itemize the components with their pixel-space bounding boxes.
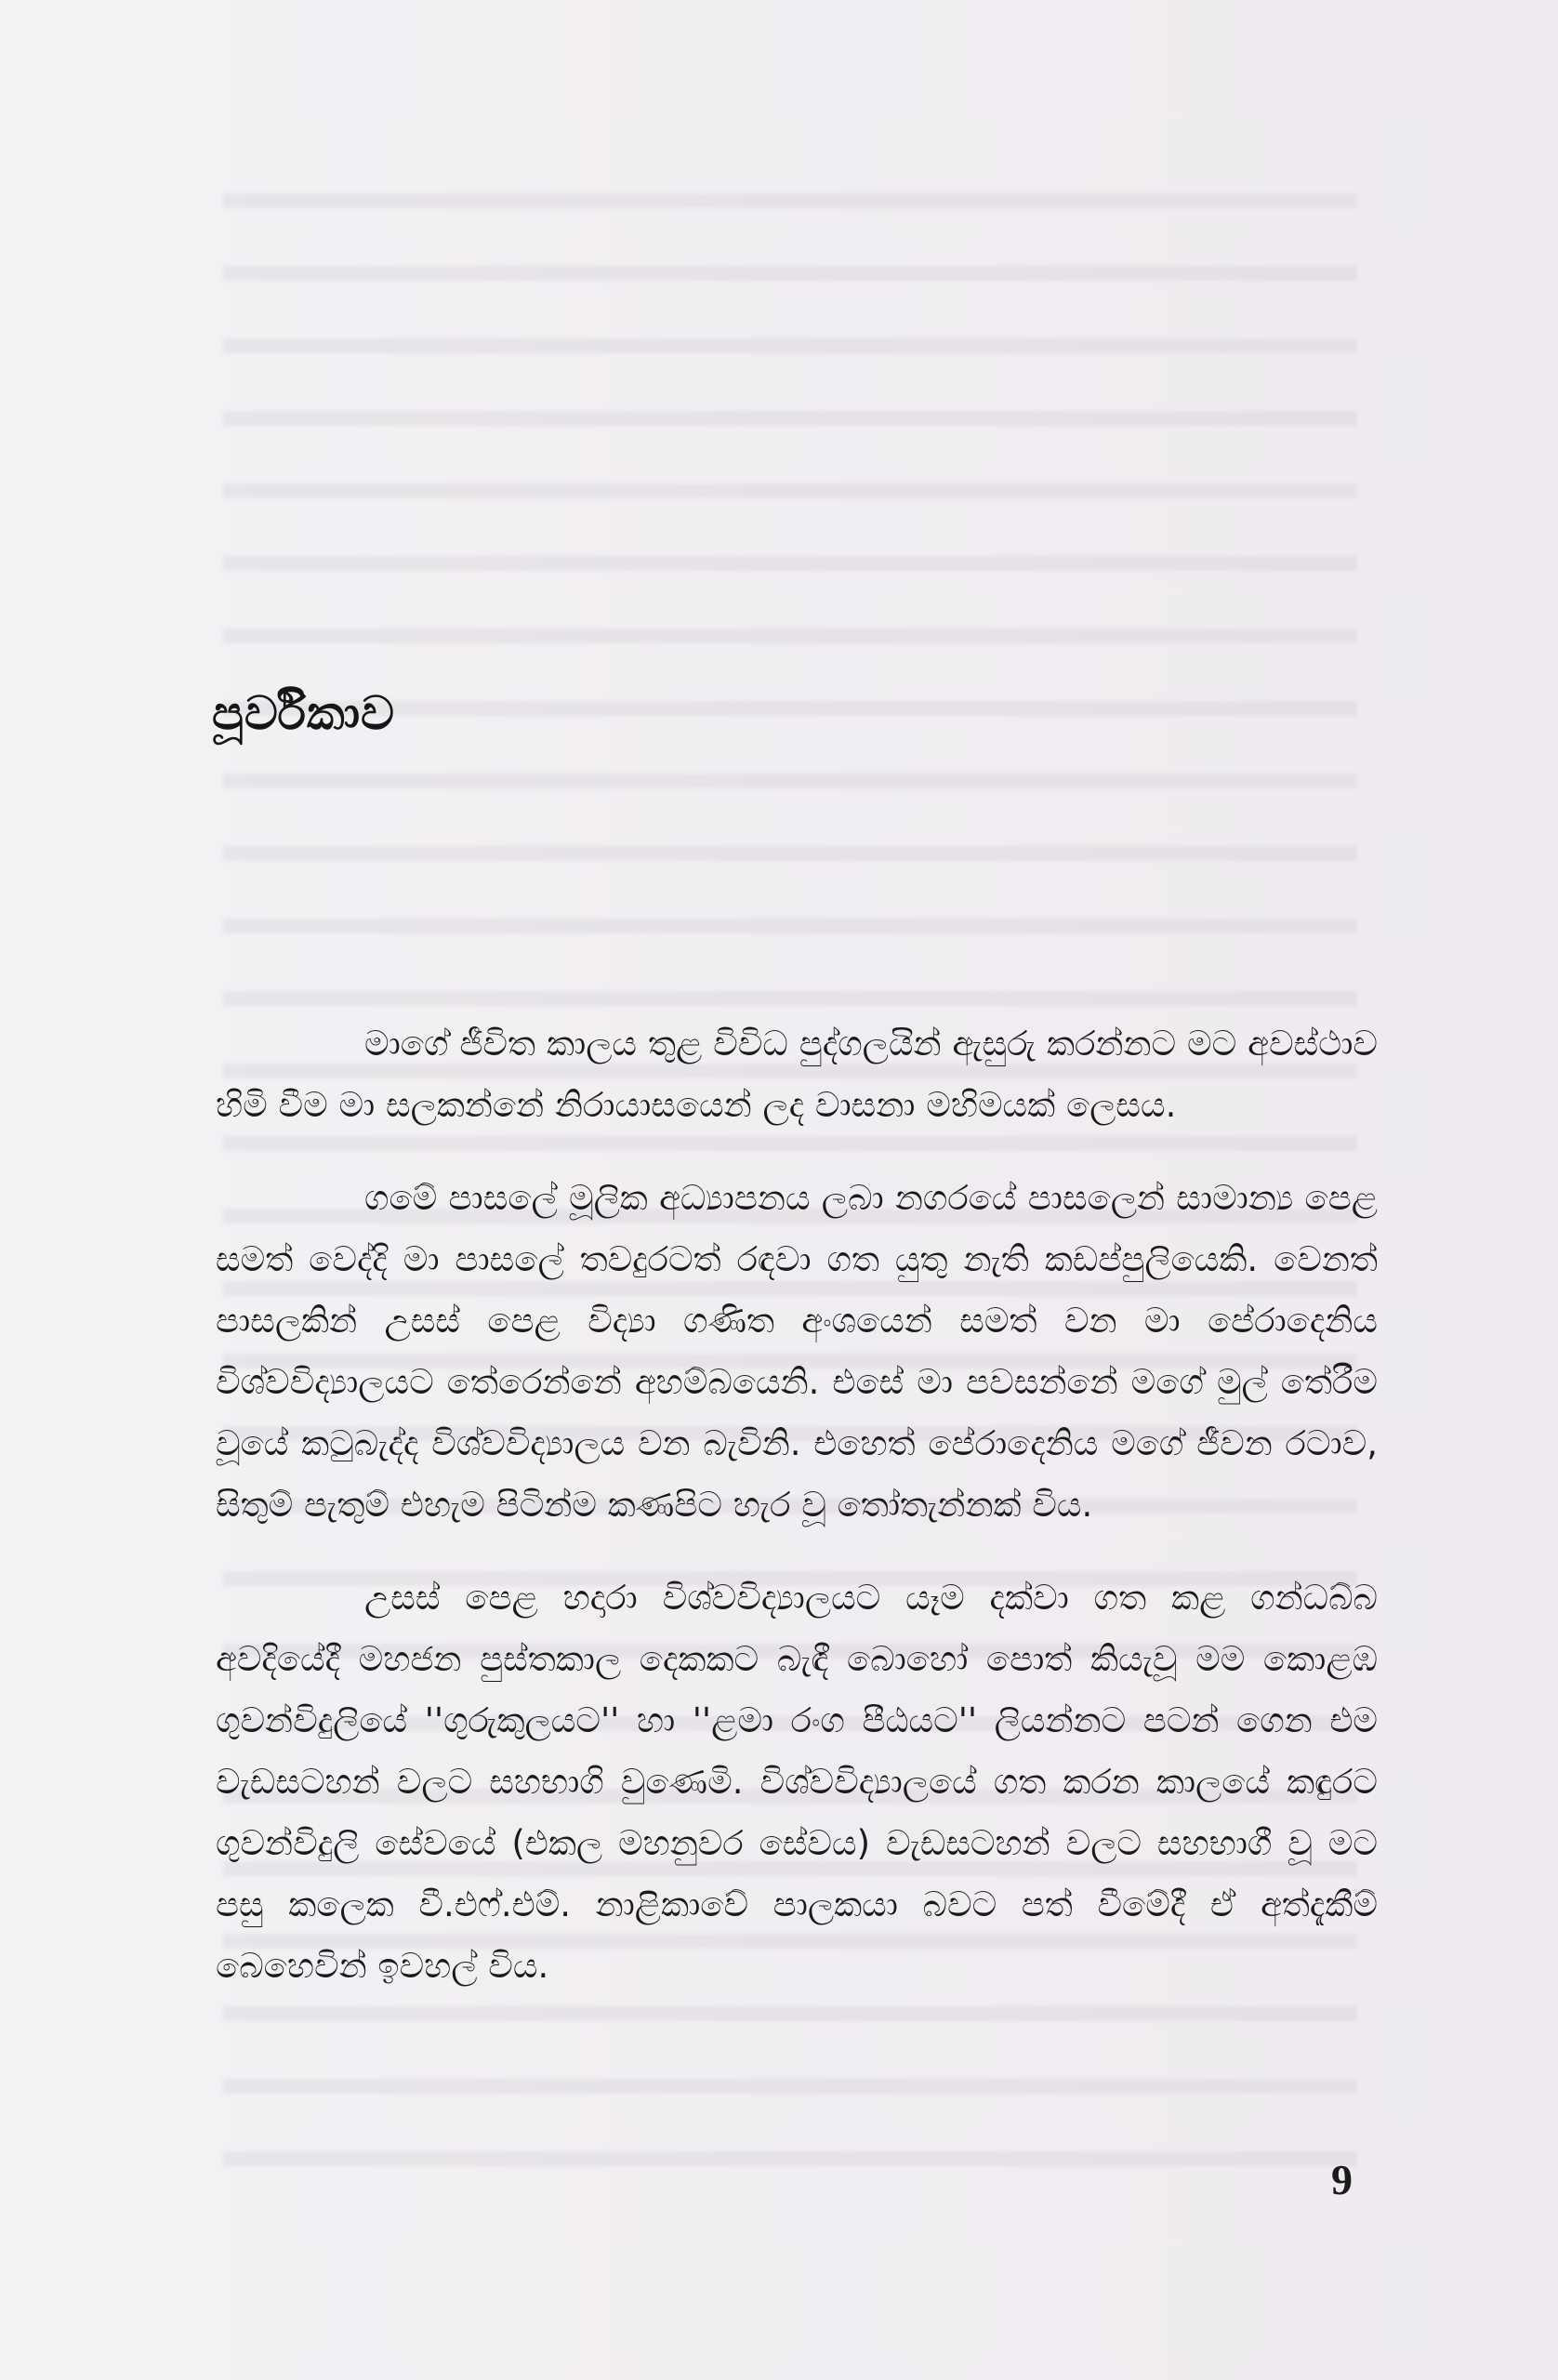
chapter-heading: පූර්විකාව: [212, 686, 395, 740]
paragraph: ගමේ පාසලේ මූලික අධ්‍යාපනය ලබා නගරයේ පාසලෙන් සාමාන්‍ය පෙළ සමත් වෙද්දි මා පාසලේ තවදුරටත් රඳවා ගත යුතු නැති කඩප්පුලියෙකි. වෙනත් පාසලකින් උසස් පෙළ විද්‍යා ගණිත අංශයෙන් සමත් වන මා පේරාදෙනිය විශ්වවිද්‍යාලයට තේරෙන්නේ අහම්බයෙනි. එසේ මා පවසන්නේ මගේ මුල් තේරීම වූයේ කටුබැද්ද විශ්වවිද්‍යාලය වන බැවිනි. එහෙත් පේරාදෙනිය මගේ ජීවන රටාව, සිතුම් පැතුම් එහැම පිටින්ම කණපිට හැර වූ තෝතැන්නක් විය.: [216, 1178, 1378, 1525]
paragraph: උසස් පෙළ හදාරා විශ්වවිද්‍යාලයට යෑම දක්වා ගත කළ ගන්ධබ්බ අවදියේදී මහජන පුස්තකාල දෙකකට බැඳී බොහෝ පොත් කියැවූ මම කොළඹ ගුවන්විදුලියේ ''ගුරුකුලයට'' හා ''ළමා රංග පීඨයට'' ලියන්නට පටන් ගෙන එම වැඩසටහන් වලට සහභාගි වුණෙමි. විශ්වවිද්‍යාලයේ ගත කරන කාලයේ කඳුරට ගුවන්විදුලි සේවයේ (එකල මහනුවර සේවය) වැඩසටහන් වලට සහභාගී වූ මට පසු කලෙක වී.එෆ්.එම්. නාළිකාවේ පාලකයා බවට පත් වීමේදී ඒ අත්දැකීම් බෙහෙවින් ඉවහල් විය.: [216, 1578, 1378, 1986]
body-text: [216, 1013, 1378, 2029]
page-number: 9: [1331, 2156, 1353, 2203]
paragraph: මාගේ ජීවිත කාලය තුළ විවිධ පුද්ගලයින් ඇසුරු කරන්නට මට අවස්ථාව හිමි වීම මා සලකන්නේ නිරායාසයෙන් ලද වාසනා මහිමයක් ලෙසය.: [216, 1024, 1378, 1125]
